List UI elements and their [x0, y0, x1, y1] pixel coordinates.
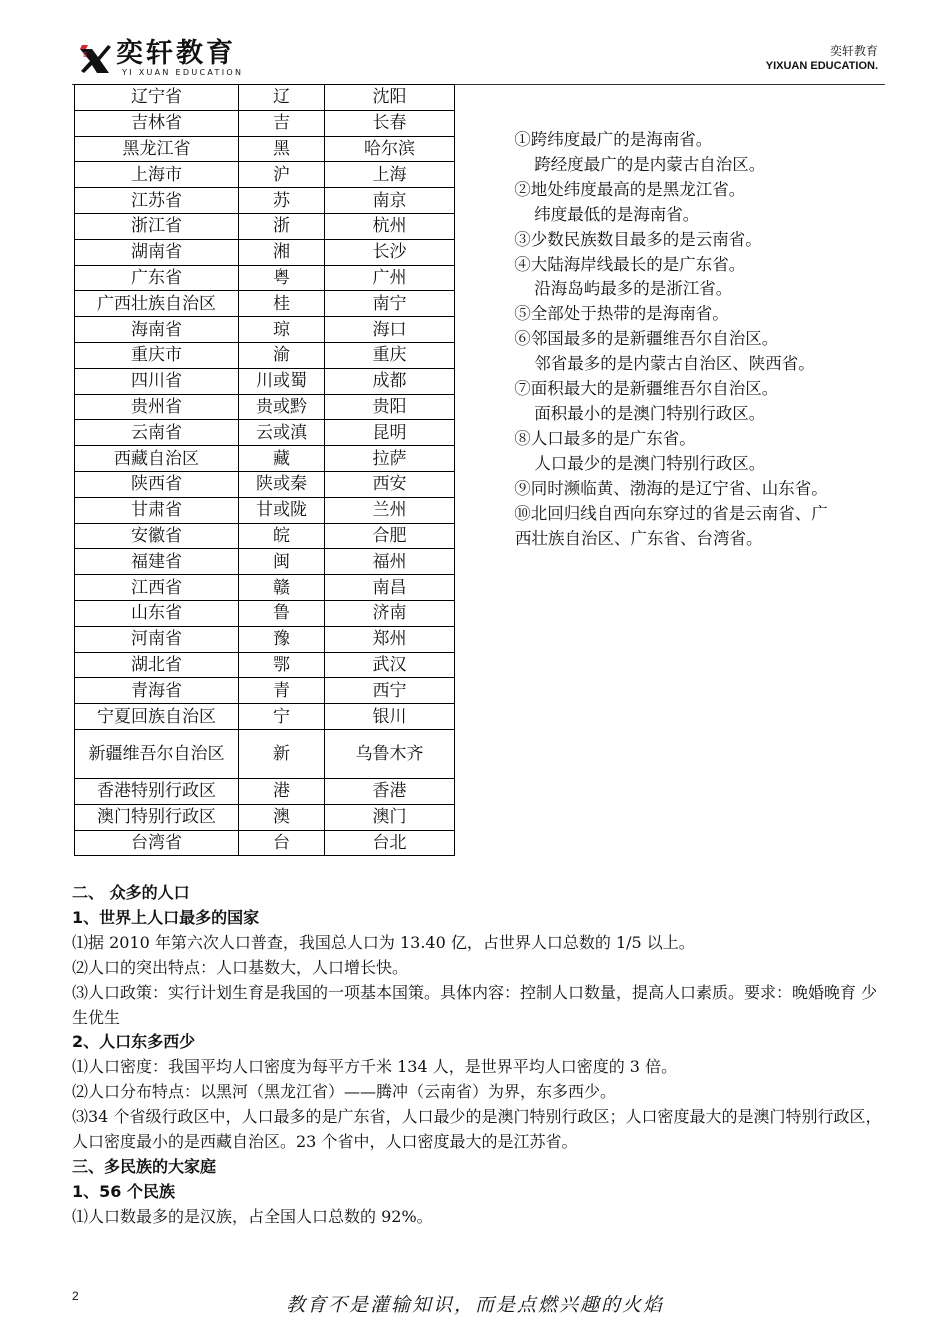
brand-chinese: 奕轩教育 — [829, 44, 878, 58]
province-capital-cell: 广州 — [325, 265, 455, 291]
fact-main-text: ②地处纬度最高的是黑龙江省。 — [514, 179, 746, 199]
table-row — [75, 162, 455, 188]
province-name-cell: 广东省 — [75, 265, 239, 291]
fact-item — [515, 377, 835, 427]
table-row — [75, 678, 455, 704]
table-row — [75, 600, 455, 626]
paragraph: ⑴人口密度：我国平均人口密度为每平方千米 134 人，是世界平均人口密度的 3 倍。 — [72, 1057, 678, 1077]
fact-main-text: ⑧人口最多的是广东省。 — [514, 428, 696, 448]
province-name-cell: 青海省 — [75, 678, 239, 704]
province-name-cell: 湖南省 — [75, 239, 239, 265]
province-capital-cell: 武汉 — [325, 652, 455, 678]
fact-item — [515, 228, 835, 253]
fact-item — [515, 302, 835, 327]
table-row — [75, 830, 455, 856]
paragraph: ⑶34 个省级行政区中，人口最多的是广东省，人口最少的是澳门特别行政区；人口密度最大的是澳门特别行政区，人口密度最小的是西藏自治区。23 个省中，人口密度最大的是江苏省。 — [72, 1107, 882, 1152]
brand-english: YIXUAN EDUCATION. — [765, 60, 878, 72]
main-text — [72, 881, 892, 1230]
province-capital-cell: 沈阳 — [325, 85, 455, 111]
brand-label — [766, 44, 878, 73]
province-name-cell: 福建省 — [75, 549, 239, 575]
province-name-cell: 江苏省 — [75, 188, 239, 214]
province-capital-cell: 上海 — [325, 162, 455, 188]
table-row — [75, 265, 455, 291]
province-capital-cell: 长沙 — [325, 239, 455, 265]
table-row — [75, 778, 455, 804]
fact-item — [515, 128, 835, 178]
fact-item — [515, 502, 835, 552]
province-abbr-cell: 鄂 — [239, 652, 325, 678]
province-name-cell: 云南省 — [75, 420, 239, 446]
table-row — [75, 239, 455, 265]
province-name-cell: 新疆维吾尔自治区 — [75, 729, 239, 778]
province-capital-cell: 拉萨 — [325, 446, 455, 472]
fact-item — [515, 427, 835, 477]
fact-item — [515, 178, 835, 228]
logo-chinese-text: 奕轩教育 — [116, 38, 236, 69]
province-abbr-cell: 吉 — [239, 110, 325, 136]
province-capital-cell: 贵阳 — [325, 394, 455, 420]
province-abbr-cell: 黑 — [239, 136, 325, 162]
table-row — [75, 213, 455, 239]
province-capital-cell: 昆明 — [325, 420, 455, 446]
table-row — [75, 291, 455, 317]
paragraph: ⑴人口数最多的是汉族，占全国人口总数的 92%。 — [72, 1206, 433, 1226]
province-capital-cell: 西宁 — [325, 678, 455, 704]
province-abbr-cell: 港 — [239, 778, 325, 804]
footer-slogan: 教育不是灌输知识，而是点燃兴趣的火焰 — [285, 1294, 664, 1316]
province-capital-cell: 南宁 — [325, 291, 455, 317]
province-name-cell: 浙江省 — [75, 213, 239, 239]
province-name-cell: 黑龙江省 — [75, 136, 239, 162]
table-row — [75, 394, 455, 420]
section-heading-ethnic: 三、多民族的大家庭 — [72, 1156, 217, 1176]
fact-main-text: ⑦面积最大的是新疆维吾尔自治区。 — [514, 379, 779, 399]
fact-main-text: ①跨纬度最广的是海南省。 — [514, 130, 713, 149]
table-row — [75, 471, 455, 497]
province-abbr-cell: 闽 — [239, 549, 325, 575]
subheading-most-populous: 1、世界上人口最多的国家 — [72, 907, 260, 927]
fact-main-text: ④大陆海岸线最长的是广东省。 — [514, 254, 746, 274]
table-row — [75, 188, 455, 214]
table-row — [75, 626, 455, 652]
fact-sub-text: 人口最少的是澳门特别行政区。 — [534, 453, 766, 473]
province-capital-cell: 重庆 — [325, 342, 455, 368]
province-table — [74, 84, 455, 856]
province-abbr-cell: 川或蜀 — [239, 368, 325, 394]
geography-facts-list — [515, 128, 835, 551]
province-abbr-cell: 新 — [239, 729, 325, 778]
province-capital-cell: 台北 — [325, 830, 455, 856]
province-abbr-cell: 琼 — [239, 317, 325, 343]
province-capital-cell: 长春 — [325, 110, 455, 136]
province-name-cell: 澳门特别行政区 — [75, 804, 239, 830]
subheading-distribution: 2、人口东多西少 — [72, 1032, 196, 1052]
province-capital-cell: 合肥 — [325, 523, 455, 549]
subheading-56-ethnic-groups: 1、56 个民族 — [72, 1181, 175, 1201]
table-row — [75, 549, 455, 575]
fact-main-text: ⑩北回归线自西向东穿过的省是云南省、广西壮族自治区、广东省、台湾省。 — [514, 503, 828, 548]
table-row — [75, 85, 455, 111]
province-name-cell: 香港特别行政区 — [75, 778, 239, 804]
province-capital-cell: 郑州 — [325, 626, 455, 652]
table-row — [75, 497, 455, 523]
province-capital-cell: 福州 — [325, 549, 455, 575]
province-name-cell: 重庆市 — [75, 342, 239, 368]
province-abbr-cell: 赣 — [239, 575, 325, 601]
table-row — [75, 136, 455, 162]
table-row — [75, 368, 455, 394]
province-name-cell: 广西壮族自治区 — [75, 291, 239, 317]
province-abbr-cell: 桂 — [239, 291, 325, 317]
province-name-cell: 吉林省 — [75, 110, 239, 136]
province-abbr-cell: 皖 — [239, 523, 325, 549]
province-abbr-cell: 沪 — [239, 162, 325, 188]
table-row — [75, 342, 455, 368]
province-name-cell: 海南省 — [75, 317, 239, 343]
province-abbr-cell: 陕或秦 — [239, 471, 325, 497]
province-name-cell: 四川省 — [75, 368, 239, 394]
province-name-cell: 安徽省 — [75, 523, 239, 549]
province-abbr-cell: 藏 — [239, 446, 325, 472]
province-capital-cell: 成都 — [325, 368, 455, 394]
province-abbr-cell: 台 — [239, 830, 325, 856]
table-row — [75, 575, 455, 601]
province-name-cell: 贵州省 — [75, 394, 239, 420]
province-abbr-cell: 浙 — [239, 213, 325, 239]
province-capital-cell: 西安 — [325, 471, 455, 497]
province-capital-cell: 哈尔滨 — [325, 136, 455, 162]
fact-sub-text: 跨经度最广的是内蒙古自治区。 — [534, 154, 766, 174]
fact-sub-text: 沿海岛屿最多的是浙江省。 — [534, 279, 733, 299]
fact-main-text: ⑤全部处于热带的是海南省。 — [514, 304, 729, 324]
province-abbr-cell: 云或滇 — [239, 420, 325, 446]
province-capital-cell: 香港 — [325, 778, 455, 804]
province-abbr-cell: 辽 — [239, 85, 325, 111]
province-capital-cell: 南昌 — [325, 575, 455, 601]
table-row — [75, 317, 455, 343]
province-abbr-cell: 青 — [239, 678, 325, 704]
province-abbr-cell: 鲁 — [239, 600, 325, 626]
province-name-cell: 湖北省 — [75, 652, 239, 678]
logo-english-text: YI XUAN EDUCATION — [122, 68, 244, 77]
svg-text:E: E — [83, 51, 88, 59]
province-abbr-cell: 湘 — [239, 239, 325, 265]
paragraph: ⑶人口政策：实行计划生育是我国的一项基本国策。具体内容：控制人口数量，提高人口素质。要求：晚婚晚育 少生优生 — [72, 982, 878, 1027]
page-header — [0, 0, 950, 85]
province-name-cell: 江西省 — [75, 575, 239, 601]
table-row — [75, 804, 455, 830]
section-heading-population: 二、 众多的人口 — [72, 883, 190, 902]
fact-item — [515, 253, 835, 303]
paragraph: ⑵人口的突出特点：人口基数大，人口增长快。 — [72, 957, 409, 977]
paragraph: ⑵人口分布特点：以黑河（黑龙江省）——腾冲（云南省）为界，东多西少。 — [72, 1082, 617, 1102]
province-name-cell: 上海市 — [75, 162, 239, 188]
province-capital-cell: 杭州 — [325, 213, 455, 239]
province-name-cell: 山东省 — [75, 600, 239, 626]
province-capital-cell: 银川 — [325, 704, 455, 730]
province-capital-cell: 乌鲁木齐 — [325, 729, 455, 778]
table-row — [75, 446, 455, 472]
table-row — [75, 420, 455, 446]
fact-sub-text: 邻省最多的是内蒙古自治区、陕西省。 — [534, 354, 815, 374]
province-capital-cell: 兰州 — [325, 497, 455, 523]
fact-sub-text: 面积最小的是澳门特别行政区。 — [534, 403, 766, 423]
province-abbr-cell: 豫 — [239, 626, 325, 652]
province-abbr-cell: 宁 — [239, 704, 325, 730]
province-abbr-cell: 苏 — [239, 188, 325, 214]
fact-sub-text: 纬度最低的是海南省。 — [534, 204, 700, 224]
province-abbr-cell: 粤 — [239, 265, 325, 291]
province-name-cell: 陕西省 — [75, 471, 239, 497]
fact-main-text: ③少数民族数目最多的是云南省。 — [514, 229, 762, 249]
table-row — [75, 704, 455, 730]
province-capital-cell: 济南 — [325, 600, 455, 626]
page-number: 2 — [72, 1289, 79, 1303]
province-capital-cell: 南京 — [325, 188, 455, 214]
fact-main-text: ⑨同时濒临黄、渤海的是辽宁省、山东省。 — [514, 478, 828, 498]
fact-item — [515, 477, 835, 502]
province-abbr-cell: 澳 — [239, 804, 325, 830]
province-abbr-cell: 渝 — [239, 342, 325, 368]
logo-mark-icon — [78, 43, 112, 75]
table-row — [75, 110, 455, 136]
table-row — [75, 523, 455, 549]
logo — [78, 40, 243, 78]
province-abbr-cell: 甘或陇 — [239, 497, 325, 523]
table-row — [75, 729, 455, 778]
fact-main-text: ⑥邻国最多的是新疆维吾尔自治区。 — [514, 329, 779, 349]
province-name-cell: 台湾省 — [75, 830, 239, 856]
fact-item — [515, 327, 835, 377]
paragraph: ⑴据 2010 年第六次人口普查，我国总人口为 13.40 亿，占世界人口总数的 1/5 以上。 — [72, 932, 695, 952]
province-name-cell: 河南省 — [75, 626, 239, 652]
province-name-cell: 甘肃省 — [75, 497, 239, 523]
table-row — [75, 652, 455, 678]
province-capital-cell: 澳门 — [325, 804, 455, 830]
province-name-cell: 西藏自治区 — [75, 446, 239, 472]
province-abbr-cell: 贵或黔 — [239, 394, 325, 420]
province-name-cell: 宁夏回族自治区 — [75, 704, 239, 730]
province-name-cell: 辽宁省 — [75, 85, 239, 111]
province-capital-cell: 海口 — [325, 317, 455, 343]
